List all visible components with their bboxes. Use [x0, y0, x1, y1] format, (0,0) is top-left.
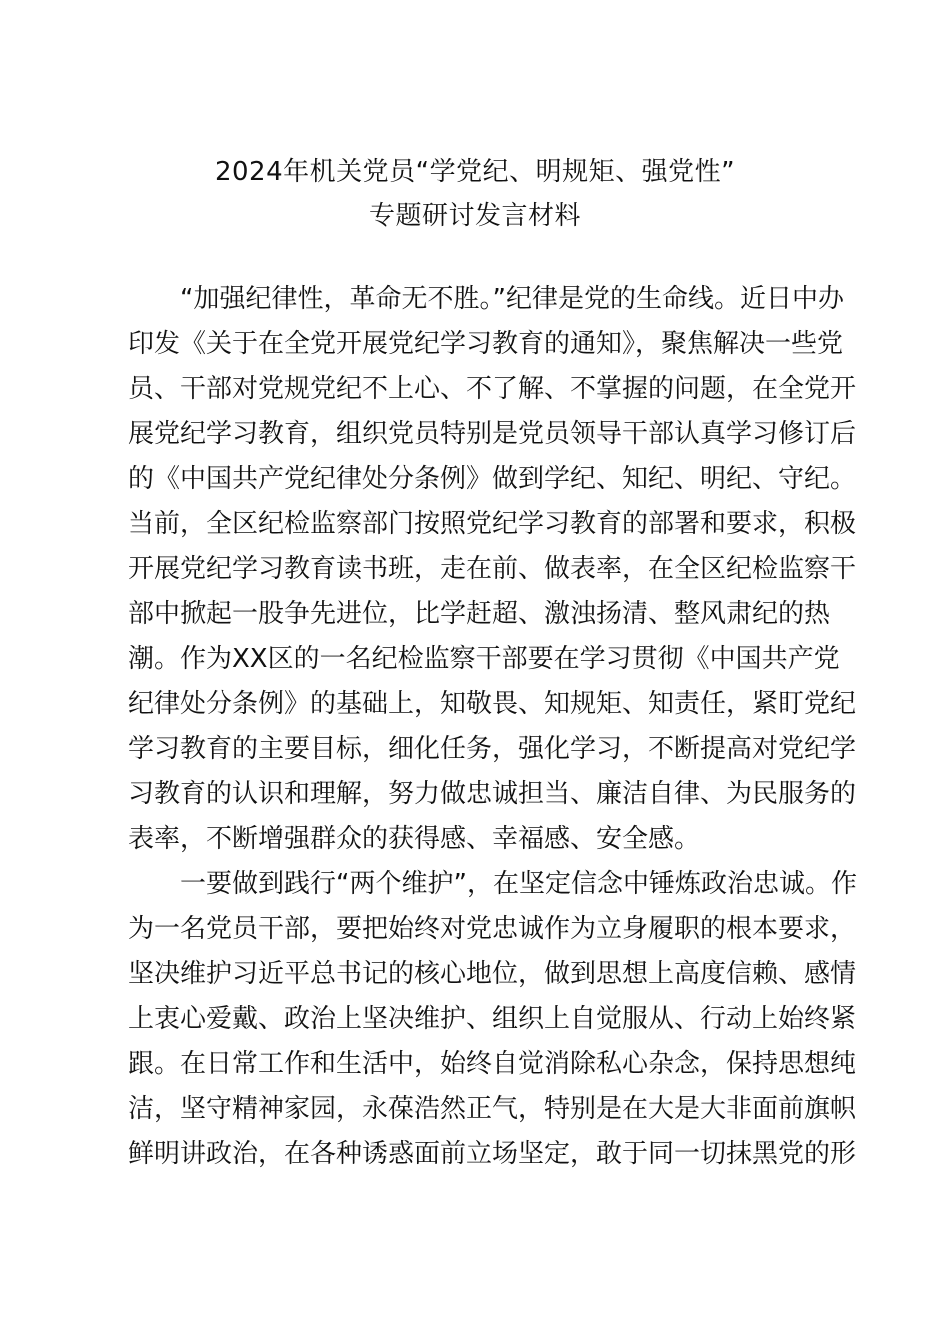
- paragraph-line: 部中掀起一股争先进位，比学赶超、激浊扬清、整风肃纪的热: [128, 599, 831, 629]
- paragraph-line: 开展党纪学习教育读书班，走在前、做表率，在全区纪检监察干: [128, 554, 857, 584]
- paragraph-line: 展党纪学习教育，组织党员特别是党员领导干部认真学习修订后: [128, 419, 857, 449]
- title-line-1: 2024年机关党员“学党纪、明规矩、强党性”: [214, 157, 736, 187]
- document-body: [128, 277, 857, 1177]
- paragraph-1: [128, 277, 857, 862]
- paragraph-line: 为一名党员干部，要把始终对党忠诚作为立身履职的根本要求，: [128, 914, 857, 944]
- paragraph-line: 上衷心爱戴、政治上坚决维护、组织上自觉服从、行动上始终紧: [128, 1004, 857, 1034]
- paragraph-line: 跟。在日常工作和生活中，始终自觉消除私心杂念，保持思想纯: [128, 1049, 857, 1079]
- paragraph-line: 表率，不断增强群众的获得感、幸福感、安全感。: [128, 824, 701, 854]
- document-title: [120, 150, 830, 238]
- paragraph-line: “加强纪律性，革命无不胜。”纪律是党的生命线。近日中办: [180, 284, 844, 314]
- paragraph-line: 的《中国共产党纪律处分条例》做到学纪、知纪、明纪、守纪。: [128, 464, 857, 494]
- paragraph-line: 印发《关于在全党开展党纪学习教育的通知》，聚焦解决一些党: [128, 329, 844, 359]
- paragraph-line: 员、干部对党规党纪不上心、不了解、不掌握的问题，在全党开: [128, 374, 857, 404]
- paragraph-line: 鲜明讲政治，在各种诱惑面前立场坚定，敢于同一切抹黑党的形: [128, 1139, 857, 1169]
- paragraph-line: 纪律处分条例》的基础上，知敬畏、知规矩、知责任，紧盯党纪: [128, 689, 857, 719]
- paragraph-line: 学习教育的主要目标，细化任务，强化学习，不断提高对党纪学: [128, 734, 857, 764]
- paragraph-line: 习教育的认识和理解，努力做忠诚担当、廉洁自律、为民服务的: [128, 779, 857, 809]
- title-line-2: 专题研讨发言材料: [368, 201, 581, 231]
- paragraph-line: 潮。作为XX区的一名纪检监察干部要在学习贯彻《中国共产党: [128, 644, 840, 674]
- paragraph-line: 坚决维护习近平总书记的核心地位，做到思想上高度信赖、感情: [128, 959, 857, 989]
- paragraph-line: 当前，全区纪检监察部门按照党纪学习教育的部署和要求，积极: [128, 509, 857, 539]
- paragraph-line: 洁，坚守精神家园，永葆浩然正气，特别是在大是大非面前旗帜: [128, 1094, 857, 1124]
- paragraph-line: 一要做到践行“两个维护”，在坚定信念中锤炼政治忠诚。作: [180, 869, 857, 899]
- paragraph-2: [128, 862, 857, 1177]
